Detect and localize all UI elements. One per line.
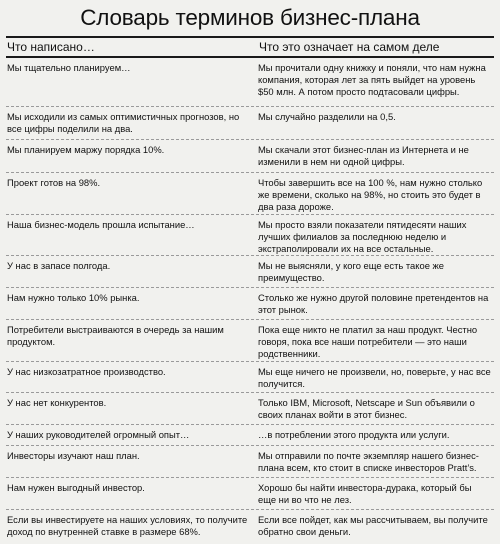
written-cell: Наша бизнес-модель прошла испытание… xyxy=(7,219,195,230)
written-cell: У нас в запасе полгода. xyxy=(7,260,111,271)
column-header-written: Что написано… xyxy=(7,40,95,54)
table-row xyxy=(6,140,494,173)
table-row xyxy=(6,425,494,446)
written-cell: Потребители выстраиваются в очередь за нашим продуктом. xyxy=(7,324,224,348)
written-cell: Мы тщательно планируем… xyxy=(7,62,131,73)
table-row xyxy=(6,215,494,256)
written-cell: Инвесторы изучают наш план. xyxy=(7,450,140,461)
meaning-cell: Мы отправили по почте экземпляр нашего бизнес-плана всем, кто стоит в списке инвесторов Pratt’s. xyxy=(258,450,479,474)
meaning-cell: Если все пойдет, как мы рассчитываем, вы получите обратно свои деньги. xyxy=(258,514,488,538)
meaning-cell: Только IBM, Microsoft, Netscape и Sun объявили о своих планах войти в этот бизнес. xyxy=(258,397,475,421)
written-cell: Нам нужен выгодный инвестор. xyxy=(7,482,145,493)
meaning-cell: Чтобы завершить все на 100 %, нам нужно столько же времени, сколько на 98%, но стоить это будет в два раза дороже. xyxy=(258,177,483,213)
meaning-cell: …в потреблении этого продукта или услуги. xyxy=(258,429,450,440)
table-row xyxy=(6,58,494,107)
written-cell: У нас низкозатратное производство. xyxy=(7,366,166,377)
written-cell: Нам нужно только 10% рынка. xyxy=(7,292,140,303)
page-title: Словарь терминов бизнес-плана xyxy=(80,5,420,30)
table-row xyxy=(6,510,494,544)
table-row xyxy=(6,288,494,320)
meaning-cell: Мы еще ничего не произвели, но, поверьте, у нас все получится. xyxy=(258,366,491,390)
meaning-cell: Столько же нужно другой половине претендентов на этот рынок. xyxy=(258,292,489,316)
written-cell: У нас нет конкурентов. xyxy=(7,397,107,408)
table-row xyxy=(6,256,494,288)
meaning-cell: Мы просто взяли показатели пятидесяти наших лучших филиалов за последнюю неделю и экстраполировали их на все остальные. xyxy=(258,219,467,255)
table-row xyxy=(6,173,494,215)
table-header xyxy=(6,36,494,58)
meaning-cell: Мы случайно разделили на 0,5. xyxy=(258,111,396,122)
meaning-cell: Мы не выясняли, у кого еще есть такое же преимущество. xyxy=(258,260,444,284)
column-header-meaning: Что это означает на самом деле xyxy=(259,40,440,54)
meaning-cell: Хорошо бы найти инвестора-дурака, который бы еще ни во что не лез. xyxy=(258,482,472,506)
table-row xyxy=(6,393,494,425)
meaning-cell: Мы прочитали одну книжку и поняли, что нам нужна компания, которая лет за пять выйдет на уровень $50 млн. А потом просто подтасовали цифры. xyxy=(258,62,486,98)
glossary-table xyxy=(6,58,494,544)
table-row xyxy=(6,362,494,393)
table-row xyxy=(6,107,494,140)
written-cell: Проект готов на 98%. xyxy=(7,177,101,188)
written-cell: Мы исходили из самых оптимистичных прогнозов, но все цифры поделили на два. xyxy=(7,111,240,135)
meaning-cell: Пока еще никто не платил за наш продукт. Честно говоря, пока все наши потребители — это наши родственники. xyxy=(258,324,478,360)
table-row xyxy=(6,478,494,510)
table-row xyxy=(6,446,494,478)
written-cell: Если вы инвестируете на наших условиях, то получите доход по внутренней ставке в размере 68%. xyxy=(7,514,248,538)
table-row xyxy=(6,320,494,362)
meaning-cell: Мы скачали этот бизнес-план из Интернета и не изменили в нем ни одной цифры. xyxy=(258,144,469,168)
written-cell: Мы планируем маржу порядка 10%. xyxy=(7,144,165,155)
written-cell: У наших руководителей огромный опыт… xyxy=(7,429,190,440)
